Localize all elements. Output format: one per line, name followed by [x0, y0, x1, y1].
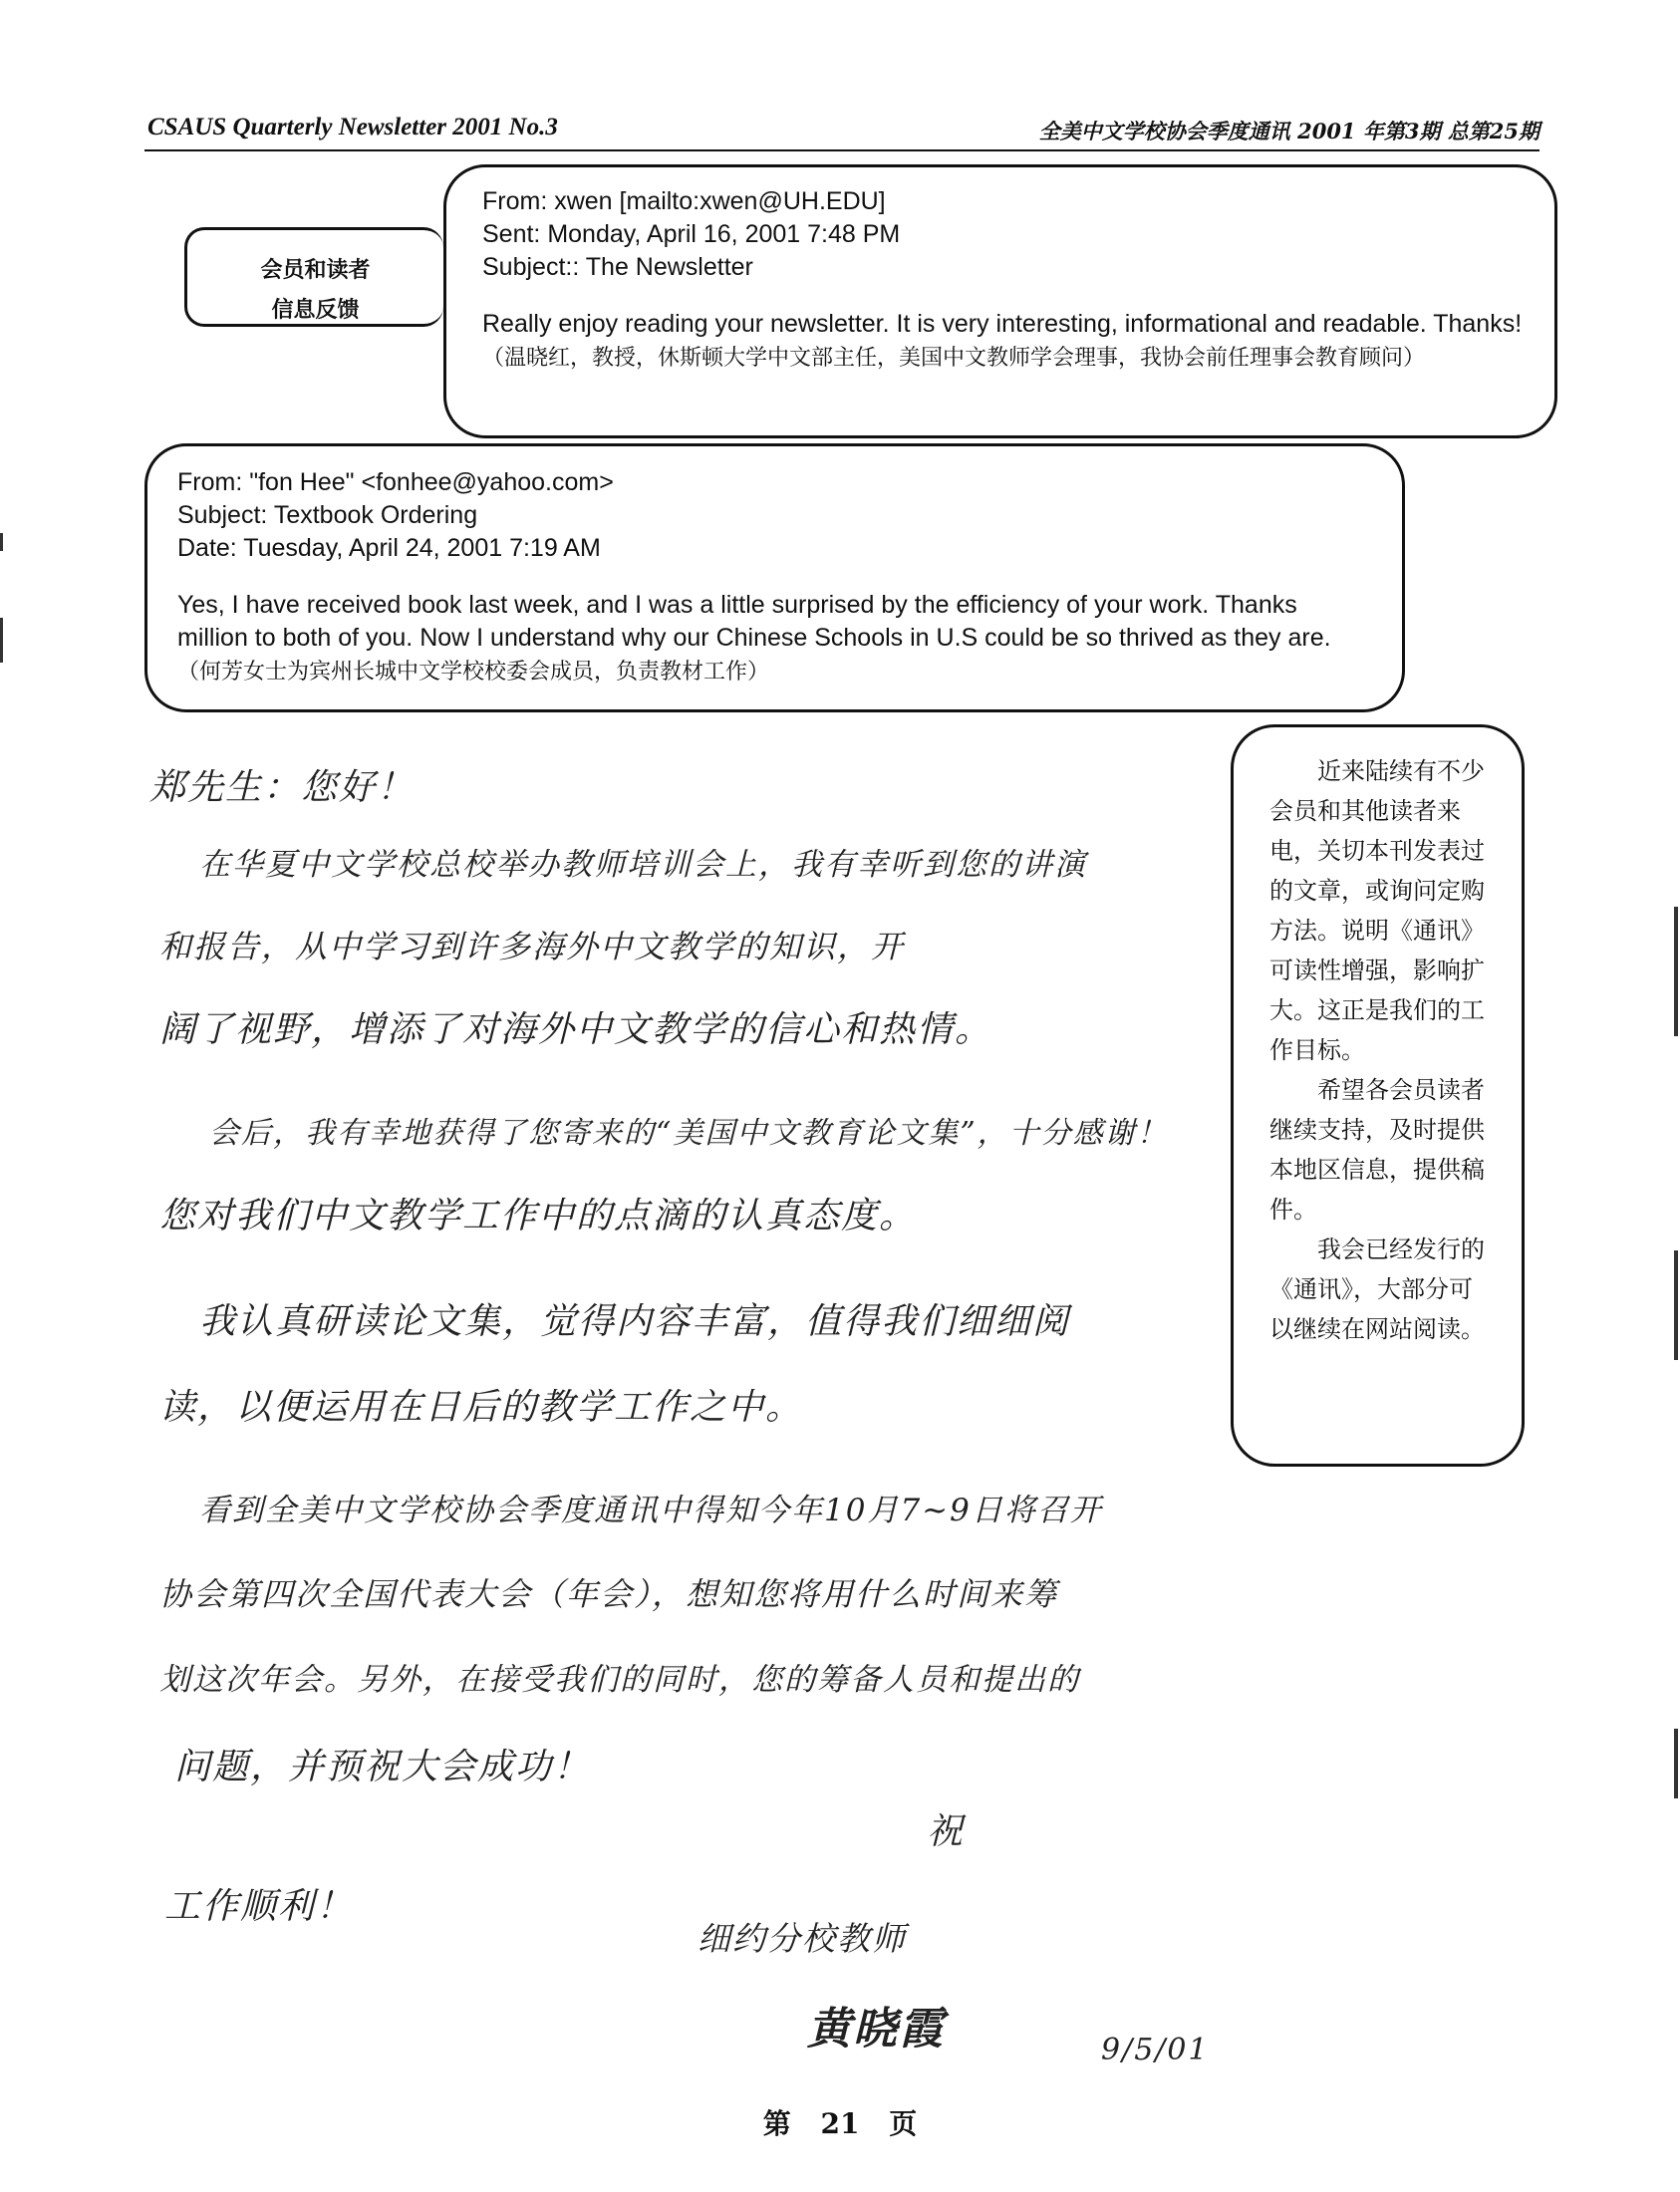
header-rule [144, 149, 1540, 151]
feedback-tag-line2: 信息反馈 [271, 297, 360, 323]
editor-note-box [1231, 724, 1525, 1467]
letter-line: 您对我们中文教学工作中的点滴的认真态度。 [159, 1196, 918, 1236]
letter-wish: 工作顺利！ [164, 1886, 355, 1927]
email1-from: From: xwen [mailto:xwen@UH.EDU] [482, 187, 886, 215]
letter-date: 9/5/01 [1101, 2033, 1210, 2067]
email2-body-block [177, 589, 1372, 688]
letter-line: 读，以便运用在日后的教学工作之中。 [159, 1387, 804, 1428]
letter-line: 划这次年会。另外，在接受我们的同时，您的筹备人员和提出的 [159, 1662, 1080, 1698]
page-number: 第 21 页 [762, 2107, 918, 2140]
editor-note-p3: 我会已经发行的《通讯》，大部分可以继续在网站阅读。 [1269, 1235, 1485, 1343]
scan-edge-mark [0, 533, 3, 551]
scan-edge-mark [0, 618, 3, 663]
newsletter-title-en: CSAUS Quarterly Newsletter 2001 No.3 [147, 114, 558, 140]
letter-line: 看到全美中文学校协会季度通讯中得知今年10月7~9日将召开 [199, 1493, 1103, 1528]
letter-salutation: 郑先生：您好！ [149, 767, 416, 808]
letter-line: 会后，我有幸地获得了您寄来的“美国中文教育论文集”，十分感谢！ [209, 1116, 1169, 1151]
letter-signature: 黄晓霞 [807, 2004, 945, 2055]
email2-date: Date: Tuesday, April 24, 2001 7:19 AM [177, 534, 601, 562]
newsletter-title-cn: 全美中文学校协会季度通讯 2001 年第3期 总第25期 [1038, 119, 1540, 143]
email1-sent: Sent: Monday, April 16, 2001 7:48 PM [482, 220, 901, 248]
letter-line: 和报告，从中学习到许多海外中文教学的知识，开 [159, 928, 906, 965]
letter-line: 问题，并预祝大会成功！ [174, 1747, 592, 1787]
email2-body: Yes, I have received book last week, and I was a little surprised by the efficiency of your work. Thanks million to both of you. Now I understand why our Chinese Schools in U.S could be so thrived as they are. [177, 591, 1331, 652]
email1-subject: Subject:: The Newsletter [482, 253, 753, 281]
editor-note-p2: 希望各会员读者继续支持，及时提供本地区信息，提供稿件。 [1269, 1076, 1485, 1224]
editor-note-p1: 近来陆续有不少会员和其他读者来电，关切本刊发表过的文章，或询问定购方法。说明《通讯》可读性增强，影响扩大。这正是我们的工作目标。 [1269, 757, 1485, 1064]
letter-line: 在华夏中文学校总校举办教师培训会上，我有幸听到您的讲演 [199, 847, 1087, 883]
letter-closing: 祝 [927, 1811, 966, 1852]
letter-line: 协会第四次全国代表大会（年会），想知您将用什么时间来筹 [159, 1575, 1059, 1613]
scan-edge-mark [1674, 907, 1678, 1036]
letter-line: 阔了视野，增添了对海外中文教学的信心和热情。 [159, 1009, 993, 1050]
feedback-tag-line1: 会员和读者 [260, 257, 371, 283]
email1-body-block [482, 308, 1525, 375]
scan-edge-mark [1674, 1729, 1678, 1798]
email2-subject: Subject: Textbook Ordering [177, 501, 478, 529]
email1-note: （温晓红，教授，休斯顿大学中文部主任，美国中文教师学会理事，我协会前任理事会教育顾问） [482, 346, 1426, 371]
email-box-1 [443, 164, 1557, 438]
feedback-tag [184, 227, 443, 327]
letter-sign-org: 细约分校教师 [698, 1919, 907, 1958]
scan-edge-mark [1674, 1250, 1678, 1360]
email-box-2 [144, 443, 1405, 712]
email1-body: Really enjoy reading your newsletter. It is very interesting, informational and readable. Thanks! [482, 310, 1523, 338]
email2-from: From: "fon Hee" <fonhee@yahoo.com> [177, 468, 614, 496]
letter-line: 我认真研读论文集，觉得内容丰富，值得我们细细阅 [199, 1301, 1071, 1342]
email2-note: （何芳女士为宾州长城中文学校校委会成员，负责教材工作） [177, 660, 770, 685]
